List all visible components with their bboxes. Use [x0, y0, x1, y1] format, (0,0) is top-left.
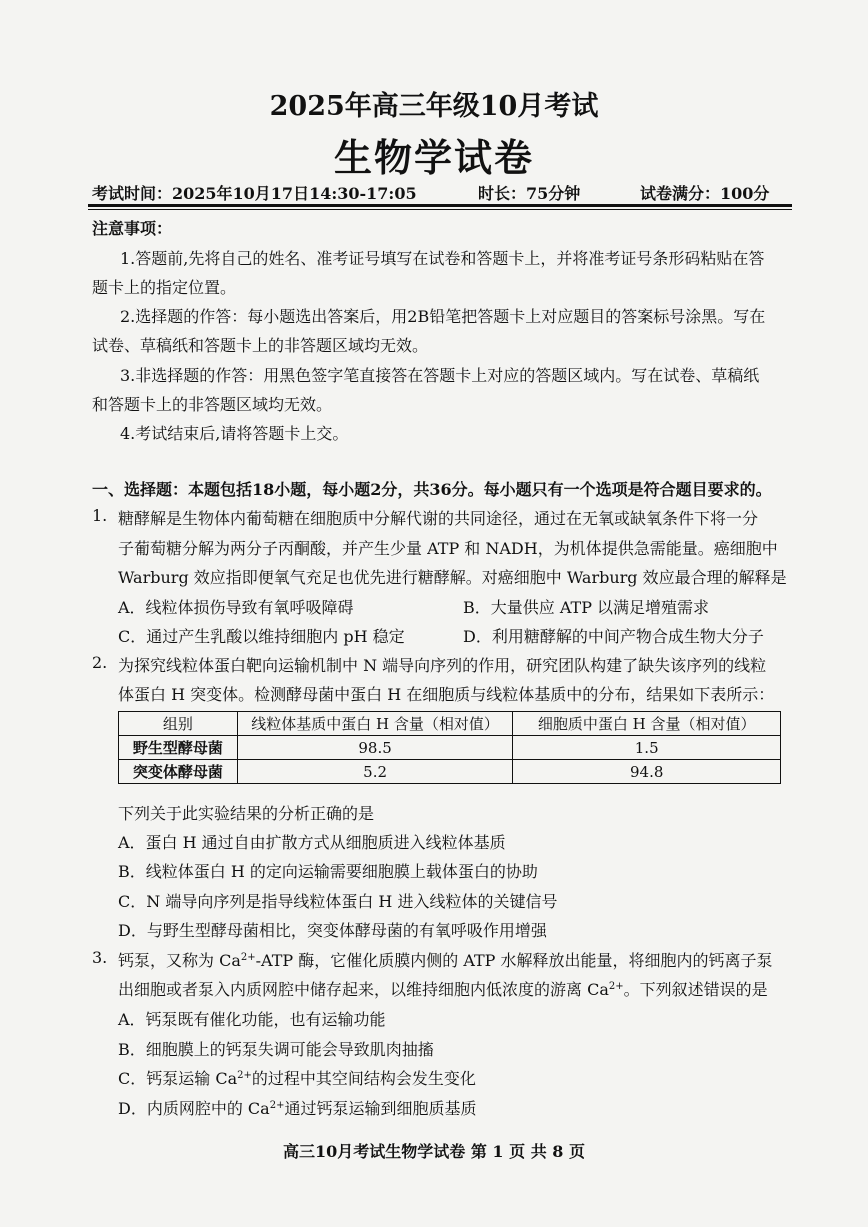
q3-option-c-text-cont: 的过程中其空间结构会发生变化 [251, 1069, 476, 1088]
q2-option-b: B．线粒体蛋白 H 的定向运输需要细胞膜上载体蛋白的协助 [118, 862, 538, 881]
table-row [119, 760, 781, 784]
table-header-cell: 组别 [119, 712, 238, 736]
q1-option-d: D．利用糖酵解的中间产物合成生物大分子 [463, 627, 764, 646]
q2-number: 2. [92, 653, 108, 672]
exam-title: 2025年高三年级10月考试 [269, 91, 599, 122]
superscript: 2+ [269, 1100, 285, 1111]
q3-option-d [118, 1096, 476, 1119]
table-cell: 5.2 [237, 760, 513, 784]
q2-option-a: A．蛋白 H 通过自由扩散方式从细胞质进入线粒体基质 [118, 833, 506, 852]
table-header-cell: 细胞质中蛋白 H 含量（相对值） [513, 712, 781, 736]
table-header-row [119, 712, 781, 736]
header-rule-thin [88, 209, 792, 210]
notice-item-2: 2.选择题的作答：每小题选出答案后，用2B铅笔把答题卡上对应题目的答案标号涂黑。写在 [120, 307, 766, 326]
exam-full-score: 试卷满分：100分 [640, 184, 770, 203]
notice-item-3: 3.非选择题的作答：用黑色签字笔直接答在答题卡上对应的答题区域内。写在试卷、草稿纸 [120, 366, 760, 385]
q1-option-a: A．线粒体损伤导致有氧呼吸障碍 [118, 598, 354, 617]
table-cell: 野生型酵母菌 [119, 736, 238, 760]
subject-title: 生物学试卷 [333, 135, 534, 180]
notice-heading: 注意事项： [92, 219, 173, 238]
q3-option-c [118, 1066, 476, 1089]
q3-stem-1 [118, 948, 773, 971]
q3-stem-1-text-cont: -ATP 酶，它催化质膜内侧的 ATP 水解释放出能量，将细胞内的钙离子泵 [255, 951, 773, 970]
q3-stem-2-text-cont: 。下列叙述错误的是 [623, 980, 768, 999]
notice-item-1-cont: 题卡上的指定位置。 [92, 278, 237, 297]
notice-item-4: 4.考试结束后,请将答题卡上交。 [120, 424, 349, 443]
exam-duration: 时长：75分钟 [478, 184, 581, 203]
q1-number: 1. [92, 506, 108, 525]
q2-data-table [118, 711, 781, 784]
q3-option-b: B．细胞膜上的钙泵失调可能会导致肌肉抽搐 [118, 1040, 434, 1059]
q3-option-d-text: D．内质网腔中的 Ca [118, 1099, 270, 1118]
notice-item-1: 1.答题前,先将自己的姓名、准考证号填写在试卷和答题卡上，并将准考证号条形码粘贴在答 [120, 249, 765, 268]
table-cell: 1.5 [513, 736, 781, 760]
table-cell: 98.5 [237, 736, 513, 760]
superscript: 2+ [237, 1070, 252, 1081]
q2-question: 下列关于此实验结果的分析正确的是 [118, 804, 375, 823]
table-cell: 94.8 [513, 760, 781, 784]
q2-stem-2: 体蛋白 H 突变体。检测酵母菌中蛋白 H 在细胞质与线粒体基质中的分布，结果如下表所示： [118, 685, 775, 704]
q3-option-d-text-cont: 通过钙泵运输到细胞质基质 [284, 1099, 477, 1118]
q3-option-c-text: C．钙泵运输 Ca [118, 1069, 238, 1088]
exam-time: 考试时间：2025年10月17日14:30-17:05 [92, 184, 417, 203]
q2-option-c: C．N 端导向序列是指导线粒体蛋白 H 进入线粒体的关键信号 [118, 892, 558, 911]
superscript: 2+ [240, 952, 256, 963]
q2-stem-1: 为探究线粒体蛋白靶向运输机制中 N 端导向序列的作用，研究团队构建了缺失该序列的线粒 [118, 656, 767, 675]
table-row [119, 736, 781, 760]
q3-number: 3. [92, 948, 108, 967]
q3-stem-2-text: 出细胞或者泵入内质网腔中储存起来，以维持细胞内低浓度的游离 Ca [118, 980, 609, 999]
q3-option-a: A．钙泵既有催化功能，也有运输功能 [118, 1010, 386, 1029]
header-rule [88, 204, 792, 207]
table-cell: 突变体酵母菌 [119, 760, 238, 784]
notice-item-3-cont: 和答题卡上的非答题区域均无效。 [92, 395, 333, 414]
q3-stem-1-text: 钙泵，又称为 Ca [118, 951, 241, 970]
notice-item-2-cont: 试卷、草稿纸和答题卡上的非答题区域均无效。 [92, 336, 429, 355]
q2-option-d: D．与野生型酵母菌相比，突变体酵母菌的有氧呼吸作用增强 [118, 921, 547, 940]
section-1-heading: 一、选择题：本题包括18小题，每小题2分，共36分。每小题只有一个选项是符合题目要求的。 [92, 480, 772, 499]
q1-stem-2: 子葡萄糖分解为两分子丙酮酸，并产生少量 ATP 和 NADH，为机体提供急需能量。癌细胞中 [118, 539, 778, 558]
q3-stem-2 [118, 977, 768, 1000]
q1-option-b: B．大量供应 ATP 以满足增殖需求 [463, 598, 710, 617]
q1-stem-1: 糖酵解是生物体内葡萄糖在细胞质中分解代谢的共同途径，通过在无氧或缺氧条件下将一分 [118, 509, 759, 528]
page-footer: 高三10月考试生物学试卷 第 1 页 共 8 页 [283, 1142, 585, 1161]
table-header-cell: 线粒体基质中蛋白 H 含量（相对值） [237, 712, 513, 736]
q1-stem-3: Warburg 效应指即便氧气充足也优先进行糖酵解。对癌细胞中 Warburg 效应最合理的解释是 [118, 568, 787, 587]
q1-option-c: C．通过产生乳酸以维持细胞内 pH 稳定 [118, 627, 405, 646]
superscript: 2+ [608, 981, 624, 992]
